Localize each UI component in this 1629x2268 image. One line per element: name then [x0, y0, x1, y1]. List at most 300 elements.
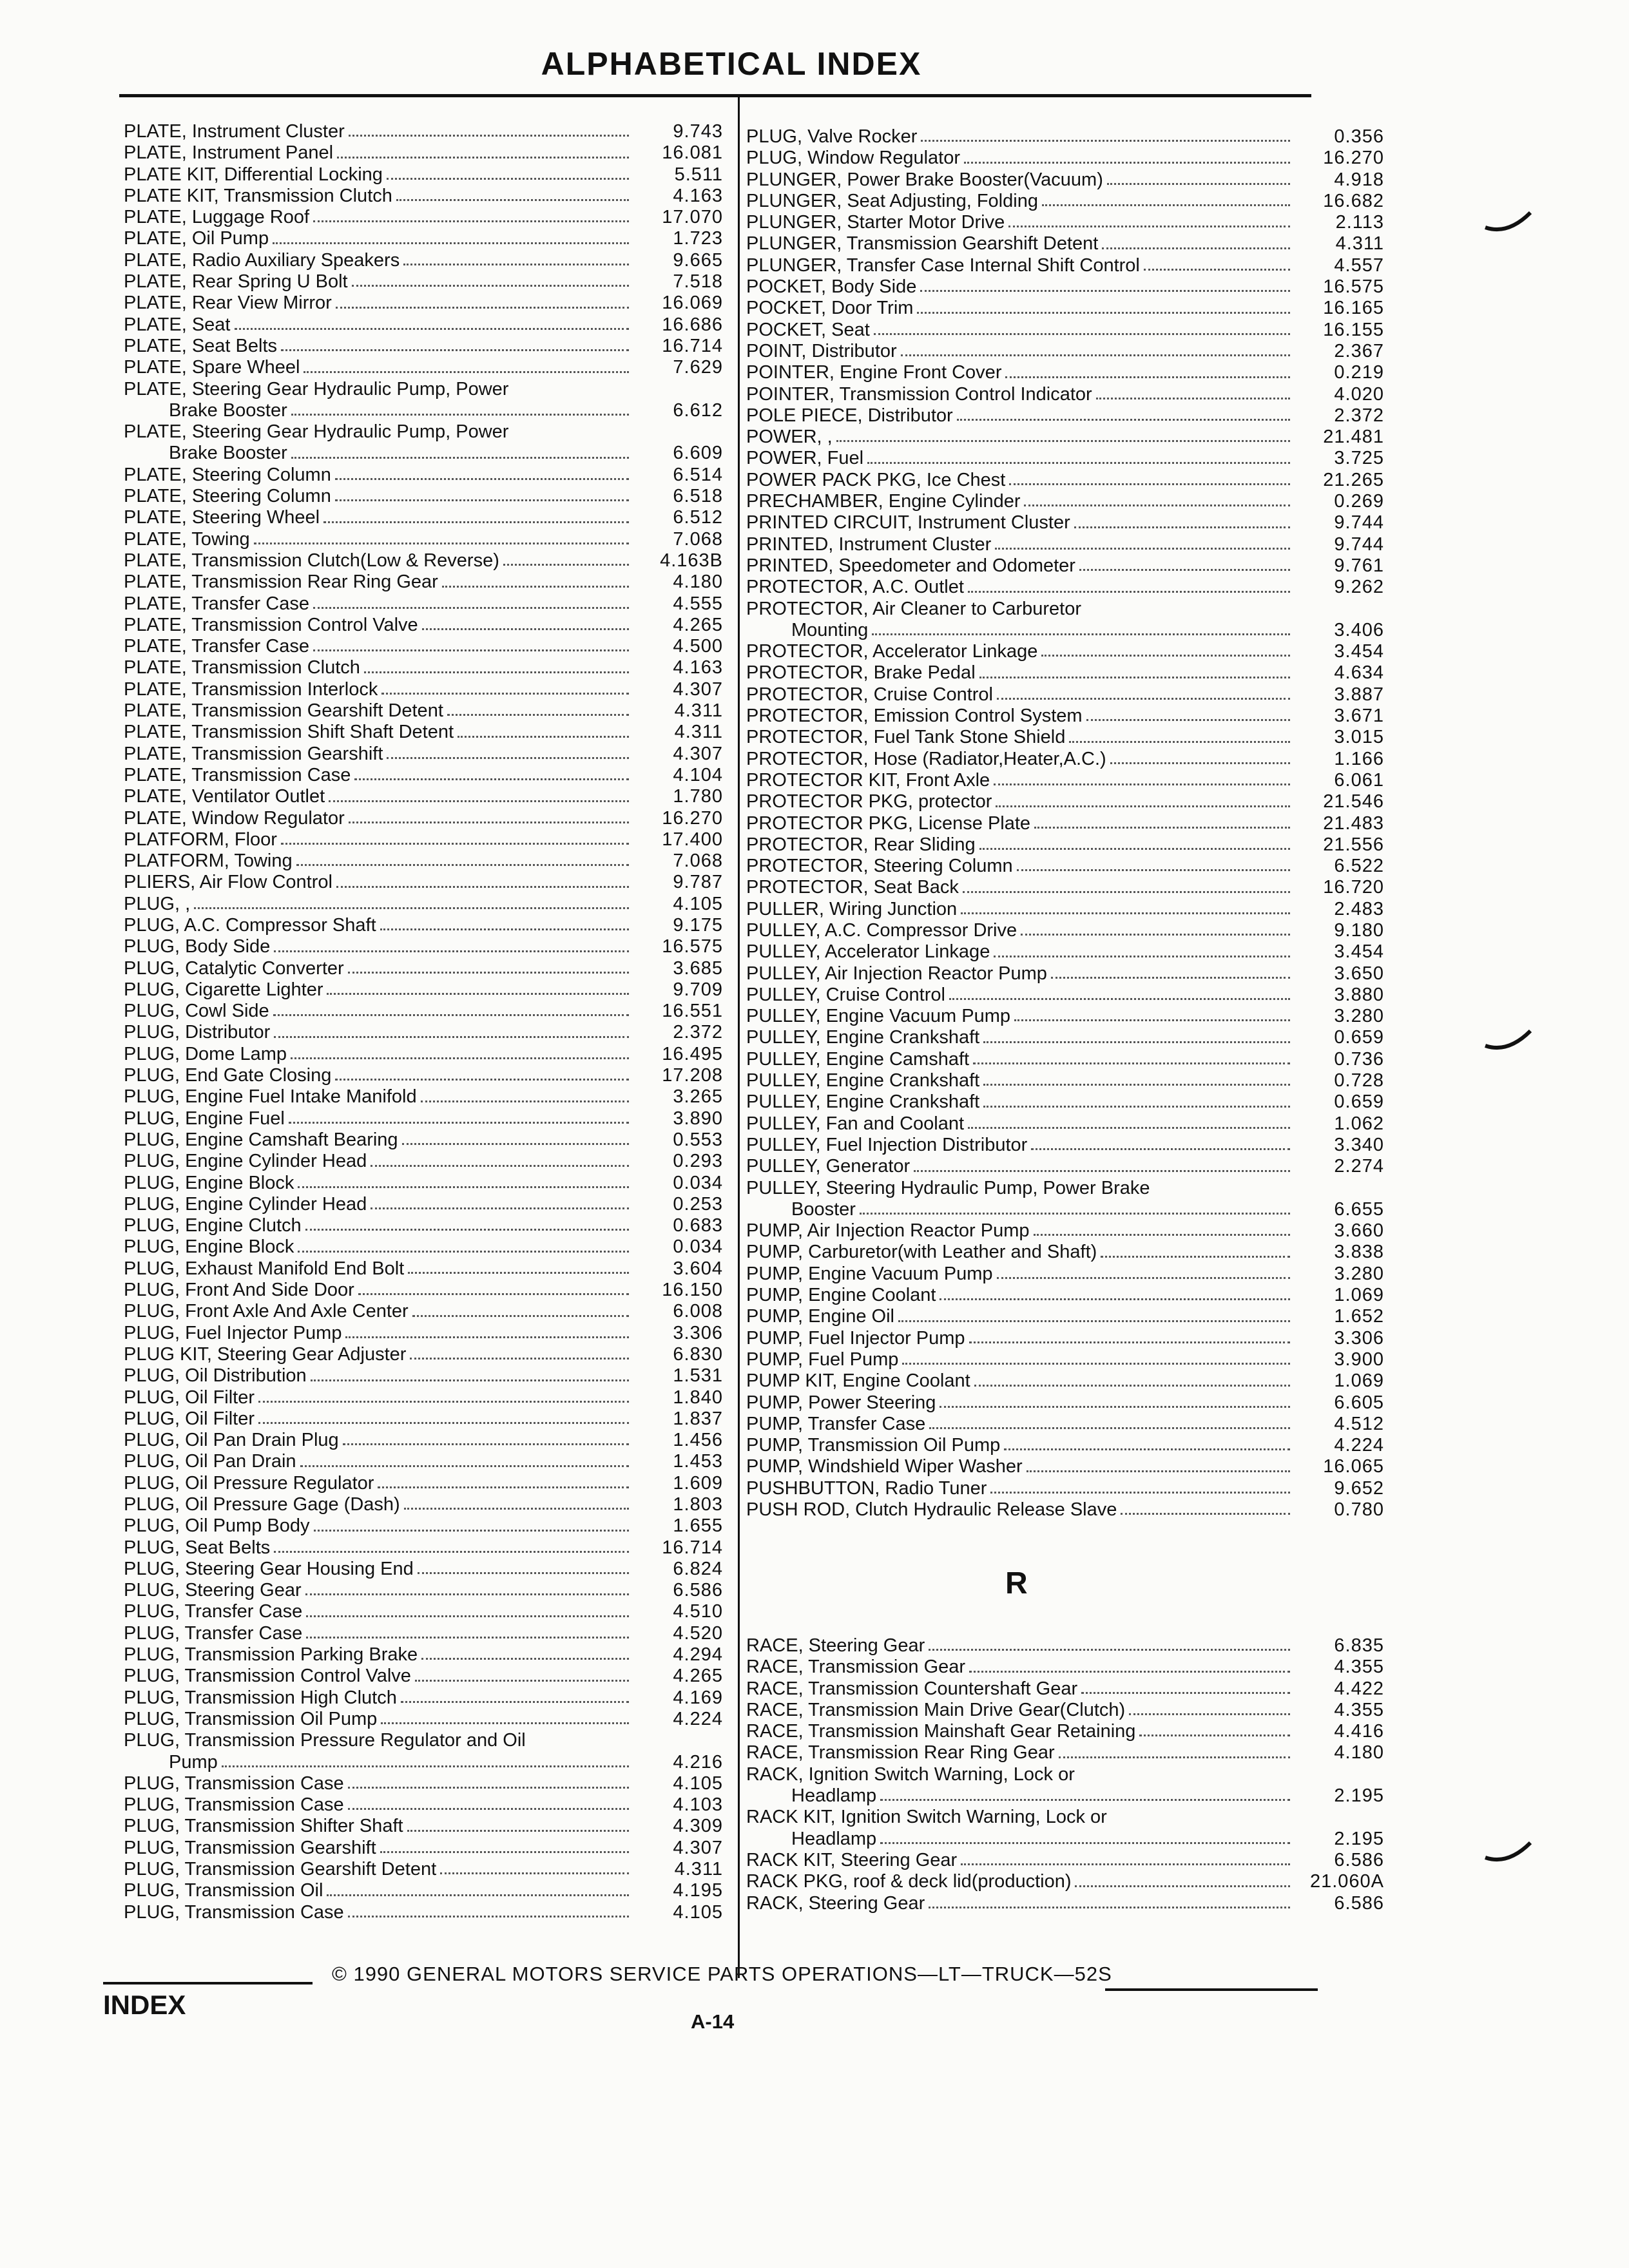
entry-name: PROTECTOR PKG, License Plate — [746, 812, 1031, 834]
leader-dots — [387, 178, 629, 180]
index-entry — [124, 379, 723, 400]
index-entry — [746, 963, 1384, 985]
entry-page-ref: 4.520 — [673, 1622, 723, 1644]
entry-name: PROTECTOR PKG, protector — [746, 791, 992, 812]
leader-dots — [940, 1406, 1290, 1408]
index-entry — [124, 1258, 723, 1280]
index-entry — [746, 1178, 1384, 1199]
index-entry — [124, 1387, 723, 1408]
leader-dots — [880, 1842, 1290, 1844]
entry-name: PROTECTOR, Rear Sliding — [746, 834, 976, 855]
entry-page-ref: 6.824 — [673, 1558, 723, 1579]
leader-dots — [281, 349, 629, 351]
entry-name: PLATE, Towing — [124, 528, 250, 550]
entry-page-ref: 7.068 — [673, 528, 723, 550]
entry-page-ref: 1.166 — [1334, 748, 1384, 769]
entry-page-ref: 4.416 — [1334, 1721, 1384, 1742]
index-entry — [124, 1816, 723, 1837]
index-entry — [746, 1893, 1384, 1914]
index-entry — [124, 1151, 723, 1172]
entry-name: PULLEY, Engine Vacuum Pump — [746, 1006, 1011, 1027]
index-entry — [746, 620, 1384, 641]
entry-page-ref: 0.356 — [1334, 126, 1384, 147]
entry-name: PLUG, Engine Fuel Intake Manifold — [124, 1086, 417, 1108]
leader-dots — [291, 414, 629, 416]
leader-dots — [298, 1186, 629, 1188]
leader-dots — [421, 1658, 629, 1660]
index-entry — [746, 856, 1384, 877]
leader-dots — [258, 1422, 629, 1424]
entry-page-ref: 5.511 — [674, 164, 723, 185]
index-entry — [746, 1199, 1384, 1220]
index-entry — [746, 941, 1384, 963]
entry-name: POCKET, Body Side — [746, 276, 917, 298]
entry-page-ref: 17.400 — [662, 829, 723, 850]
entry-name: PROTECTOR, Emission Control System — [746, 706, 1083, 727]
index-entry — [746, 405, 1384, 427]
leader-dots — [352, 285, 629, 287]
index-entry — [124, 400, 723, 421]
entry-page-ref: 2.372 — [1334, 405, 1384, 426]
index-entry — [746, 770, 1384, 791]
index-entry — [746, 706, 1384, 727]
index-entry — [746, 749, 1384, 770]
index-entry — [746, 148, 1384, 169]
index-entry — [746, 1414, 1384, 1435]
index-entry — [124, 1365, 723, 1387]
leader-dots — [289, 1122, 629, 1124]
index-entry — [124, 744, 723, 765]
entry-page-ref: 16.069 — [662, 293, 723, 314]
entry-name: PLATE, Luggage Roof — [124, 207, 310, 228]
leader-dots — [1121, 1513, 1290, 1515]
entry-name: PLUG, , — [124, 893, 191, 914]
leader-dots — [410, 1358, 629, 1360]
leader-dots — [929, 1649, 1290, 1651]
index-entry — [746, 1006, 1384, 1027]
index-entry — [746, 169, 1384, 191]
entry-page-ref: 4.355 — [1334, 1657, 1384, 1678]
entry-name: PROTECTOR, Fuel Tank Stone Shield — [746, 727, 1066, 748]
leader-dots — [1004, 1448, 1290, 1450]
index-entry — [124, 121, 723, 142]
entry-name: PLUG, Oil Distribution — [124, 1365, 307, 1387]
entry-name: PLUG, Exhaust Manifold End Bolt — [124, 1258, 405, 1279]
entry-page-ref: 9.652 — [1334, 1477, 1384, 1499]
index-entry — [746, 791, 1384, 812]
index-entry — [124, 765, 723, 786]
leader-dots — [969, 1341, 1290, 1343]
entry-page-ref: 16.065 — [1323, 1456, 1384, 1477]
leader-dots — [313, 220, 629, 222]
index-entry — [124, 979, 723, 1001]
leader-dots — [403, 264, 629, 265]
entry-name: PULLEY, Engine Crankshaft — [746, 1027, 980, 1048]
index-entry — [746, 470, 1384, 491]
index-entry — [124, 636, 723, 657]
index-entry — [124, 679, 723, 700]
entry-page-ref: 16.081 — [662, 142, 723, 164]
index-entry — [746, 1264, 1384, 1285]
entry-name: PULLEY, Steering Hydraulic Pump, Power Brake — [746, 1177, 1150, 1198]
entry-name: PLATE, Radio Auxiliary Speakers — [124, 249, 400, 271]
index-entry — [746, 1499, 1384, 1521]
entry-name: PLUG, Transmission Case — [124, 1901, 344, 1923]
leader-dots — [921, 140, 1290, 142]
index-entry — [124, 1537, 723, 1559]
index-entry — [746, 362, 1384, 383]
index-entry — [124, 1044, 723, 1065]
entry-name: PLUG, Transfer Case — [124, 1601, 303, 1622]
entry-page-ref: 1.456 — [673, 1430, 723, 1451]
entry-page-ref: 21.265 — [1323, 469, 1384, 490]
leader-dots — [979, 677, 1290, 678]
index-entry — [746, 1700, 1384, 1721]
index-entry — [746, 1049, 1384, 1070]
entry-name: PUSHBUTTON, Radio Tuner — [746, 1477, 987, 1499]
index-entry — [124, 443, 723, 464]
index-entry — [124, 1559, 723, 1580]
entry-name: POWER PACK PKG, Ice Chest — [746, 469, 1006, 490]
index-entry — [746, 1635, 1384, 1657]
entry-page-ref: 4.311 — [674, 700, 723, 722]
entry-page-ref: 1.069 — [1334, 1370, 1384, 1392]
leader-dots — [274, 1036, 629, 1038]
entry-page-ref: 4.307 — [673, 678, 723, 700]
index-entry — [746, 255, 1384, 276]
entry-name: Headlamp — [791, 1828, 877, 1849]
index-entry — [746, 1742, 1384, 1763]
entry-name: RACE, Transmission Main Drive Gear(Clutch) — [746, 1699, 1126, 1720]
entry-name: PLATE, Oil Pump — [124, 228, 269, 249]
entry-page-ref: 4.163 — [673, 185, 723, 206]
leader-dots — [358, 1293, 629, 1295]
index-entry — [746, 491, 1384, 512]
entry-name: PLUG, Transmission Gearshift — [124, 1837, 376, 1858]
index-entry — [124, 271, 723, 293]
index-entry — [124, 1173, 723, 1194]
entry-page-ref: 3.604 — [673, 1258, 723, 1279]
leader-dots — [412, 1315, 629, 1317]
entry-name: PLUG, Fuel Injector Pump — [124, 1322, 342, 1343]
entry-page-ref: 3.454 — [1334, 641, 1384, 662]
leader-dots — [1079, 569, 1290, 571]
entry-name: PLATE, Seat Belts — [124, 335, 278, 356]
entry-name: PUMP KIT, Engine Coolant — [746, 1370, 970, 1392]
entry-name: PLATE, Instrument Cluster — [124, 121, 345, 142]
leader-dots — [348, 1916, 629, 1917]
entry-page-ref: 16.686 — [662, 314, 723, 335]
entry-name: PLUG, Transmission Gearshift Detent — [124, 1859, 437, 1880]
leader-dots — [222, 1765, 629, 1767]
leader-dots — [929, 1427, 1290, 1429]
index-entry — [124, 507, 723, 528]
index-entry — [124, 1902, 723, 1923]
index-entry — [124, 1752, 723, 1773]
leader-dots — [973, 1062, 1290, 1064]
leader-dots — [1034, 1234, 1291, 1236]
index-entry — [124, 657, 723, 678]
leader-dots — [949, 998, 1290, 1000]
entry-name: PLATE, Transmission Gearshift Detent — [124, 700, 443, 722]
leader-dots — [311, 1379, 629, 1381]
binder-mark — [1482, 209, 1534, 235]
entry-page-ref: 16.575 — [662, 936, 723, 957]
entry-page-ref: 16.682 — [1323, 190, 1384, 211]
index-entry — [124, 207, 723, 228]
index-entry — [124, 1280, 723, 1301]
entry-name: PLATE, Steering Gear Hydraulic Pump, Power — [124, 421, 509, 443]
index-entry — [124, 1473, 723, 1494]
entry-name: PLATE, Transmission Shift Shaft Detent — [124, 722, 454, 743]
index-entry — [746, 1349, 1384, 1370]
leader-dots — [979, 848, 1290, 850]
leader-dots — [440, 1872, 629, 1874]
index-entry — [746, 233, 1384, 255]
index-entry — [124, 808, 723, 829]
leader-dots — [335, 1079, 629, 1081]
index-entry — [124, 1108, 723, 1129]
entry-page-ref: 4.103 — [673, 1794, 723, 1816]
entry-name: PLUNGER, Starter Motor Drive — [746, 212, 1005, 233]
index-entry — [124, 1086, 723, 1108]
entry-page-ref: 4.311 — [674, 1859, 723, 1880]
leader-dots — [327, 993, 629, 995]
leader-dots — [323, 521, 629, 523]
index-entry — [124, 293, 723, 314]
leader-dots — [1041, 655, 1290, 657]
entry-page-ref: 4.180 — [1334, 1742, 1384, 1763]
index-section-r — [746, 1635, 1384, 1914]
index-entry — [746, 985, 1384, 1006]
index-entry — [124, 1515, 723, 1537]
index-entry — [746, 448, 1384, 469]
entry-name: PLUG KIT, Steering Gear Adjuster — [124, 1343, 407, 1365]
index-entry — [746, 1478, 1384, 1499]
entry-page-ref: 4.510 — [673, 1601, 723, 1622]
leader-dots — [408, 1272, 629, 1274]
entry-page-ref: 3.880 — [1334, 984, 1384, 1005]
leader-dots — [867, 462, 1290, 464]
entry-page-ref: 4.512 — [1334, 1413, 1384, 1434]
entry-name: PLATE, Transmission Rear Ring Gear — [124, 572, 438, 593]
leader-dots — [300, 1465, 629, 1467]
index-entry — [746, 1242, 1384, 1263]
leader-dots — [335, 499, 629, 501]
entry-name: POINTER, Engine Front Cover — [746, 362, 1002, 383]
entry-name: PLATE, Steering Column — [124, 464, 331, 485]
entry-name: PLUG, Engine Fuel — [124, 1108, 285, 1129]
entry-name: PULLEY, Engine Crankshaft — [746, 1070, 980, 1091]
entry-page-ref: 6.605 — [1334, 1392, 1384, 1413]
leader-dots — [920, 290, 1290, 292]
entry-page-ref: 1.531 — [673, 1365, 723, 1387]
leader-dots — [997, 698, 1290, 700]
index-entry — [124, 1773, 723, 1794]
leader-dots — [1096, 398, 1290, 399]
entry-name: PULLER, Wiring Junction — [746, 898, 958, 919]
entry-page-ref: 4.216 — [673, 1751, 723, 1773]
entry-page-ref: 6.514 — [673, 464, 723, 485]
index-entry — [746, 1850, 1384, 1871]
leader-dots — [1024, 505, 1290, 506]
entry-page-ref: 1.840 — [673, 1387, 723, 1408]
leader-dots — [969, 1671, 1290, 1673]
index-entry — [124, 1794, 723, 1816]
entry-page-ref: 4.294 — [673, 1644, 723, 1666]
entry-page-ref: 9.665 — [673, 249, 723, 271]
entry-page-ref: 0.780 — [1334, 1499, 1384, 1520]
entry-page-ref: 4.500 — [673, 636, 723, 657]
entry-page-ref: 3.671 — [1334, 706, 1384, 727]
entry-page-ref: 0.219 — [1334, 362, 1384, 383]
leader-dots — [901, 354, 1290, 356]
index-entry — [746, 427, 1384, 448]
entry-page-ref: 4.195 — [673, 1880, 723, 1901]
entry-name: PLUG, End Gate Closing — [124, 1065, 332, 1086]
index-entry — [746, 662, 1384, 684]
entry-name: PROTECTOR, Air Cleaner to Carburetor — [746, 598, 1082, 619]
index-entry — [124, 1451, 723, 1472]
entry-page-ref: 3.454 — [1334, 941, 1384, 963]
leader-dots — [381, 1722, 629, 1724]
leader-dots — [1031, 1148, 1290, 1150]
leader-dots — [968, 591, 1290, 593]
leader-dots — [402, 1143, 629, 1145]
index-entry — [746, 1456, 1384, 1477]
index-entry — [124, 421, 723, 443]
entry-name: POINTER, Transmission Control Indicator — [746, 383, 1092, 405]
leader-dots — [336, 886, 629, 888]
entry-page-ref: 16.720 — [1323, 877, 1384, 898]
entry-page-ref: 16.714 — [662, 1537, 723, 1558]
index-entry — [124, 1001, 723, 1022]
entry-page-ref: 6.835 — [1334, 1635, 1384, 1656]
entry-page-ref: 4.104 — [673, 764, 723, 785]
entry-name: PLUG, Transmission Case — [124, 1773, 344, 1794]
index-entry — [124, 593, 723, 615]
entry-page-ref: 0.293 — [673, 1151, 723, 1172]
leader-dots — [968, 1127, 1290, 1129]
leader-dots — [349, 822, 629, 823]
leader-dots — [1005, 376, 1290, 378]
leader-dots — [291, 457, 629, 459]
index-entry — [124, 1301, 723, 1322]
index-entry — [124, 572, 723, 593]
entry-name: PUMP, Carburetor(with Leather and Shaft) — [746, 1242, 1097, 1263]
entry-name: RACK PKG, roof & deck lid(production) — [746, 1871, 1072, 1892]
index-entry — [124, 850, 723, 872]
index-entry — [746, 1027, 1384, 1048]
entry-page-ref: 1.652 — [1334, 1306, 1384, 1327]
index-entry — [124, 1344, 723, 1365]
leader-dots — [1042, 204, 1290, 206]
leader-dots — [1086, 719, 1290, 721]
entry-name: Pump — [169, 1751, 218, 1773]
entry-page-ref: 3.650 — [1334, 963, 1384, 984]
entry-name: PLATE, Window Regulator — [124, 807, 345, 829]
entry-page-ref: 4.224 — [1334, 1435, 1384, 1456]
entry-page-ref: 9.744 — [1334, 533, 1384, 555]
entry-page-ref: 7.629 — [673, 357, 723, 378]
leader-dots — [235, 328, 630, 330]
entry-name: PLUG, Transmission Shifter Shaft — [124, 1816, 403, 1837]
binder-mark — [1482, 1840, 1534, 1865]
entry-name: PLATE, Transmission Gearshift — [124, 743, 383, 764]
entry-name: PLUG, Oil Pump Body — [124, 1515, 310, 1537]
entry-name: PULLEY, Fan and Coolant — [746, 1113, 965, 1134]
entry-page-ref: 16.155 — [1323, 319, 1384, 340]
entry-name: PLUG, Engine Block — [124, 1172, 294, 1193]
leader-dots — [997, 1277, 1290, 1279]
leader-dots — [306, 1637, 629, 1639]
entry-name: PLATE, Instrument Panel — [124, 142, 334, 164]
index-entry — [746, 1285, 1384, 1306]
index-entry — [124, 164, 723, 186]
index-entry — [746, 126, 1384, 148]
entry-page-ref: 21.481 — [1323, 427, 1384, 448]
leader-dots — [404, 1508, 629, 1510]
entry-page-ref: 16.165 — [1323, 298, 1384, 319]
index-entry — [124, 1494, 723, 1515]
entry-page-ref: 3.265 — [673, 1086, 723, 1108]
index-entry — [746, 191, 1384, 212]
entry-page-ref: 6.830 — [673, 1343, 723, 1365]
index-entry — [124, 872, 723, 893]
entry-page-ref: 17.070 — [662, 207, 723, 228]
entry-page-ref: 1.655 — [673, 1515, 723, 1537]
leader-dots — [329, 800, 629, 802]
leader-dots — [305, 1229, 629, 1231]
leader-dots — [914, 1170, 1290, 1172]
entry-page-ref: 0.253 — [673, 1193, 723, 1215]
entry-page-ref: 4.307 — [673, 1837, 723, 1858]
leader-dots — [1110, 762, 1290, 764]
entry-name: PLUG, Dome Lamp — [124, 1043, 287, 1064]
leader-dots — [422, 628, 629, 630]
entry-name: PLATE, Rear Spring U Bolt — [124, 271, 348, 293]
leader-dots — [380, 1851, 629, 1853]
index-entry — [124, 1601, 723, 1622]
entry-page-ref: 9.761 — [1334, 555, 1384, 576]
index-entry — [124, 357, 723, 378]
entry-name: PULLEY, A.C. Compressor Drive — [746, 919, 1017, 941]
index-entry — [124, 1323, 723, 1344]
entry-page-ref: 0.553 — [673, 1129, 723, 1150]
entry-page-ref: 0.269 — [1334, 491, 1384, 512]
index-entry — [124, 250, 723, 271]
leader-dots — [313, 649, 629, 651]
entry-name: PRINTED CIRCUIT, Instrument Cluster — [746, 512, 1070, 533]
leader-dots — [335, 478, 629, 480]
entry-page-ref: 1.723 — [673, 228, 723, 249]
entry-page-ref: 3.280 — [1334, 1006, 1384, 1027]
entry-page-ref: 0.659 — [1334, 1091, 1384, 1113]
entry-name: PROTECTOR, A.C. Outlet — [746, 577, 964, 598]
page-title: ALPHABETICAL INDEX — [541, 46, 922, 82]
entry-name: PUMP, Transmission Oil Pump — [746, 1435, 1001, 1456]
leader-dots — [442, 586, 629, 588]
entry-name: PLUG, Transmission Parking Brake — [124, 1644, 418, 1666]
leader-dots — [348, 1808, 629, 1810]
entry-name: PUMP, Engine Oil — [746, 1306, 894, 1327]
entry-name: PLUG, Steering Gear Housing End — [124, 1558, 414, 1579]
leader-dots — [258, 1401, 629, 1403]
index-entry — [124, 1709, 723, 1730]
leader-dots — [961, 912, 1290, 914]
entry-page-ref: 9.175 — [673, 914, 723, 936]
leader-dots — [313, 607, 629, 609]
